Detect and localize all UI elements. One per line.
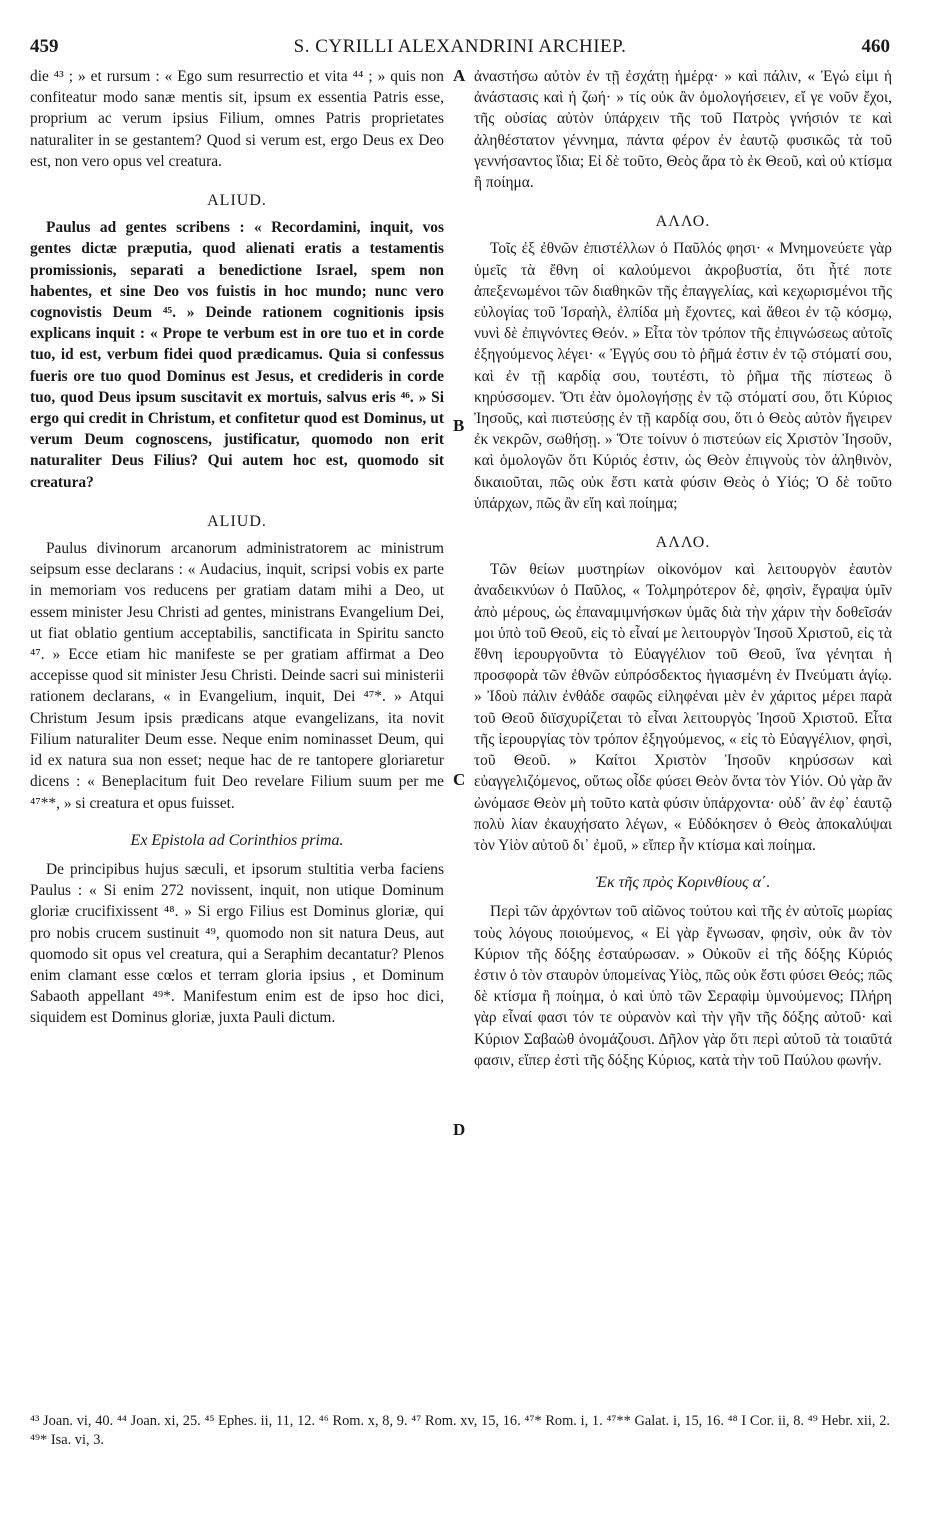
page-number-right: 460: [861, 36, 890, 57]
page-number-left: 459: [30, 36, 59, 57]
latin-heading-aliud-2: ALIUD.: [207, 512, 267, 530]
margin-letter-a: A: [453, 66, 466, 85]
greek-heading-corinthians: Ἐκ τῆς πρὸς Κορινθίους α΄.: [595, 874, 771, 892]
latin-paragraph-3: Paulus divinorum arcanorum administratorem ac ministrum seipsum esse declarans : « Audacius, inquit, scripsi vobis ex parte in memoriam vos reducens per gratiam datam mihi a Deo, ut essem minister Jesu Christi ad gentes, ministrans Evangelium Dei, ut fiat oblatio gentium acceptabilis, sanctificata in Spiritu sancto ⁴⁷. » Ecce etiam hic manifeste se per gratiam affirmat a Deo accepisse quod sit minister Jesu Christi. Deinde sacri sui ministerii rationem declarans, « in Evangelium, inquit, Dei ⁴⁷*. » Atqui Christum Jesum ipsis prædicans atque evangelizans, ita novit Filium naturaliter Deum esse. Neque enim nominasset Deum, qui id ex natura sua non esset; neque hac de re tantopere gloriaretur dicens : « Beneplacitum fuit Deo revelare Filium suum per me ⁴⁷**, » si creatura et opus fuisset.: [30, 540, 444, 812]
greek-paragraph-3: Τῶν θείων μυστηρίων οἰκονόμον καὶ λειτουργὸν ἑαυτὸν ἀναδεικνύων ὁ Παῦλος, « Τολμηρότερον δὲ, φησὶν, ἔγραψα ὑμῖν ἀπὸ μέρους, ὡς ἐπαναμιμνήσκων ὑμᾶς διὰ τὴν χάριν τὴν δοθεῖσάν μοι ὑπὸ τοῦ Θεοῦ, εἰς τὸ εἶναί με λειτουργὸν Ἰησοῦ Χριστοῦ, εἰς τὰ ἔθνη ἱερουργοῦντα τὸ Εὐαγγέλιον τοῦ Θεοῦ, ἵνα γένηται ἡ προσφορὰ τῶν ἐθνῶν εὐπρόσδεκτος ἡγιασμένη ἐν Πνεύματι ἁγίῳ. » Ἰδοὺ πάλιν ἐνθάδε σαφῶς εἰληφέναι μὲν ἐν χάριτος μέρει παρὰ τοῦ Θεοῦ διϊσχυρίζεται τὸ εἶναι λειτουργὸς Ἰησοῦ Χριστοῦ. Εἶτα τῆς ἱερουργίας τὸν τρόπον ἐξηγούμενος, « εἰς τὸ Εὐαγγέλιον, φησὶ, τοῦ Θεοῦ. » Καίτοι Χριστὸν Ἰησοῦν κηρύσσων καὶ εὐαγγελιζόμενος, οὕτως οἶδε φύσει Θεὸν ὄντα τὸν Υἱόν. Οὐ γὰρ ἂν ὠνόμασε Θεὸν μὴ τοῦτο κατὰ φύσιν ὑπάρχοντα· οὐδ᾽ ἂν ἐφ᾽ ἑαυτῷ πολὺ λίαν ἐκαυχήσατο λέγων, « Εὐδόκησεν ὁ Θεὸς ἀποκαλύψαι τὸν Υἱὸν αὐτοῦ δι᾽ ἐμοῦ, » εἴπερ ἦν κτίσμα καὶ ποίημα.: [474, 561, 892, 854]
margin-letter-c: C: [453, 770, 466, 789]
greek-paragraph-4: Περὶ τῶν ἀρχόντων τοῦ αἰῶνος τούτου καὶ τῆς ἐν αὐτοῖς μωρίας τοὺς λόγους ποιούμενος, « Εἰ γὰρ ἔγνωσαν, φησὶν, οὐκ ἂν τὸν Κύριον τῆς δόξης ἐσταύρωσαν. » Οὐκοῦν εἰ τῆς δόξης Κύριός ἐστιν ὁ τὸν σταυρὸν ὑπομείνας Υἱὸς, πῶς οὐκ ἔστι φύσει Θεός; πῶς δὲ κτίσμα ἢ ποίημα, ὁ καὶ ὑπὸ τῶν Σεραφὶμ ὑμνούμενος; Πλήρη γὰρ εἶναί φασι τόν τε οὐρανὸν καὶ τὴν γῆν τῆς δόξης αὐτοῦ· καὶ Κύριον Σαβαὼθ ὀνομάζουσι. Δῆλον γὰρ ὅτι περὶ αὐτοῦ τὰ τοιαῦτά φασιν, εἴπερ ἐστὶ τῆς δόξης Κύριος, κατὰ τὴν τοῦ Παύλου φωνήν.: [474, 903, 892, 1069]
latin-paragraph-4: De principibus hujus sæculi, et ipsorum stultitia verba faciens Paulus : « Si enim 272 novissent, inquit, non utique Dominum gloriæ crucifixissent ⁴⁸. » Si ergo Filius est Dominus gloriæ, qui pro nobis crucem sustinuit ⁴⁹, quomodo non sit natura Deus, aut quomodo sit opus vel creatura, qui a Seraphim decantatur? Plenos enim clamant esse cœlos et terram gloria ipsius , et Dominum Sabaoth appellant ⁴⁹*. Manifestum enim est de ipso hoc dici, siquidem est Dominus gloriæ, juxta Pauli dictum.: [30, 860, 444, 1027]
latin-paragraph-2: Paulus ad gentes scribens : « Recordamini, inquit, vos gentes dictæ præputia, quod alienati eratis a testamentis promissionis, separati a benedictione Israel, spem non habentes, et sine Deo vos fuistis in hoc mundo; nunc vero cognovistis Deum ⁴⁵. » Deinde rationem cognitionis ipsis explicans inquit : « Prope te verbum est in ore tuo et in corde tuo, id est, verbum fidei quod prædicamus. Quia si confessus fueris ore tuo quod Dominus est Jesus, et credideris in corde tuo, quod Deus ipsum suscitavit ex mortuis, salvus eris ⁴⁶. » Si ergo qui credit in Christum, et confitetur quod est Dominus, ut verum Deum cognoscens, justificatur, quomodo non erit naturaliter Deus Filius? Qui autem hoc est, quomodo sit creatura?: [30, 219, 444, 491]
latin-heading-corinthians: Ex Epistola ad Corinthios prima.: [130, 831, 344, 849]
greek-heading-allo-2: ΑΛΛΟ.: [655, 534, 711, 552]
greek-column: [474, 66, 892, 1071]
greek-heading-allo-1: ΑΛΛΟ.: [655, 213, 711, 231]
latin-paragraph-1: die ⁴³ ; » et rursum : « Ego sum resurrectio et vita ⁴⁴ ; » quis non confiteatur modo sanæ mentis sit, ipsum ex essentia Patris esse, proprium ac verum ipsius Filium, omnes Patris proprietates naturaliter in se gestantem? Quod si verum est, ergo Deus ex Deo est, non vero opus vel creatura.: [30, 68, 444, 170]
footnotes: ⁴³ Joan. vi, 40. ⁴⁴ Joan. xi, 25. ⁴⁵ Ephes. ii, 11, 12. ⁴⁶ Rom. x, 8, 9. ⁴⁷ Rom. xv, 15, 16. ⁴⁷* Rom. i, 1. ⁴⁷** Galat. i, 15, 16. ⁴⁸ I Cor. ii, 8. ⁴⁹ Hebr. xii, 2. ⁴⁹* Isa. vi, 3.: [30, 1413, 890, 1448]
margin-letter-b: B: [453, 416, 465, 435]
running-header: [30, 36, 890, 62]
greek-paragraph-1: ἀναστήσω αὐτὸν ἐν τῇ ἐσχάτῃ ἡμέρᾳ· » καὶ πάλιν, « Ἐγώ εἰμι ἡ ἀνάστασις καὶ ἡ ζωή· » τίς οὐκ ἂν ὁμολογήσειεν, εἴ γε νοῦν ἔχοι, τῆς οὐσίας αὐτὸν ὑπάρχειν τῆς τοῦ Πατρὸς γνήσιόν τε καὶ ἀληθέστατον γέννημα, πάντα φέρον ἐν ἑαυτῷ φυσικῶς τὰ τοῦ γεννήσαντος ἴδια; Εἰ δὲ τοῦτο, Θεὸς ἄρα τὸ ἐκ Θεοῦ, καὶ οὐ κτίσμα ἢ ποίημα.: [474, 68, 892, 192]
greek-paragraph-2: Τοῖς ἐξ ἐθνῶν ἐπιστέλλων ὁ Παῦλός φησι· « Μνημονεύετε γὰρ ὑμεῖς τὰ ἔθνη οἱ καλούμενοι ἀκροβυστία, ὅτι ἦτέ ποτε ἀπεξενωμένοι τῶν διαθηκῶν τῆς ἐπαγγελίας, καὶ κεχωρισμένοι τῆς εὐλογίας τοῦ Ἰσραὴλ, ἐλπίδα μὴ ἔχοντες, καὶ ἄθεοι ἐν τῷ κόσμῳ, νυνὶ δὲ ἐπιγνόντες Θεόν. » Εἶτα τὸν τρόπον τῆς ἐπιγνώσεως αὐτοῖς ἐξηγούμενος λέγει· « Ἐγγύς σου τὸ ῥῆμά ἐστιν ἐν τῷ στόματί σου, καὶ ἐν τῇ καρδίᾳ σου, τουτέστι, τὸ ῥῆμα τῆς πίστεως ὃ κηρύσσομεν. Ὅτι ἐὰν ὁμολογήσῃς ἐν τῷ στόματί σου, ὅτι Κύριος Ἰησοῦς, καὶ πιστεύσῃς ἐν τῇ καρδίᾳ σου, ὅτι ὁ Θεὸς αὐτὸν ἤγειρεν ἐκ νεκρῶν, σωθήσῃ. » Ὅτε τοίνυν ὁ πιστεύων εἰς Χριστὸν Ἰησοῦν, καὶ ὁμολογῶν ὅτι Κύριός ἐστιν, ὡς Θεὸν ἐπιγνοὺς τὸν ἀληθινὸν, δικαιοῦται, πῶς οὐκ ἔστι κατὰ φύσιν Θεὸς ὁ Υἱός; Ὁ δὲ τοῦτο ὑπάρχων, πῶς ἂν εἴη καὶ ποίημα;: [474, 240, 892, 512]
latin-heading-aliud-1: ALIUD.: [207, 192, 267, 210]
latin-column: [30, 66, 444, 1029]
running-title: S. CYRILLI ALEXANDRINI ARCHIEP.: [293, 36, 627, 57]
margin-letter-d: D: [453, 1120, 466, 1139]
